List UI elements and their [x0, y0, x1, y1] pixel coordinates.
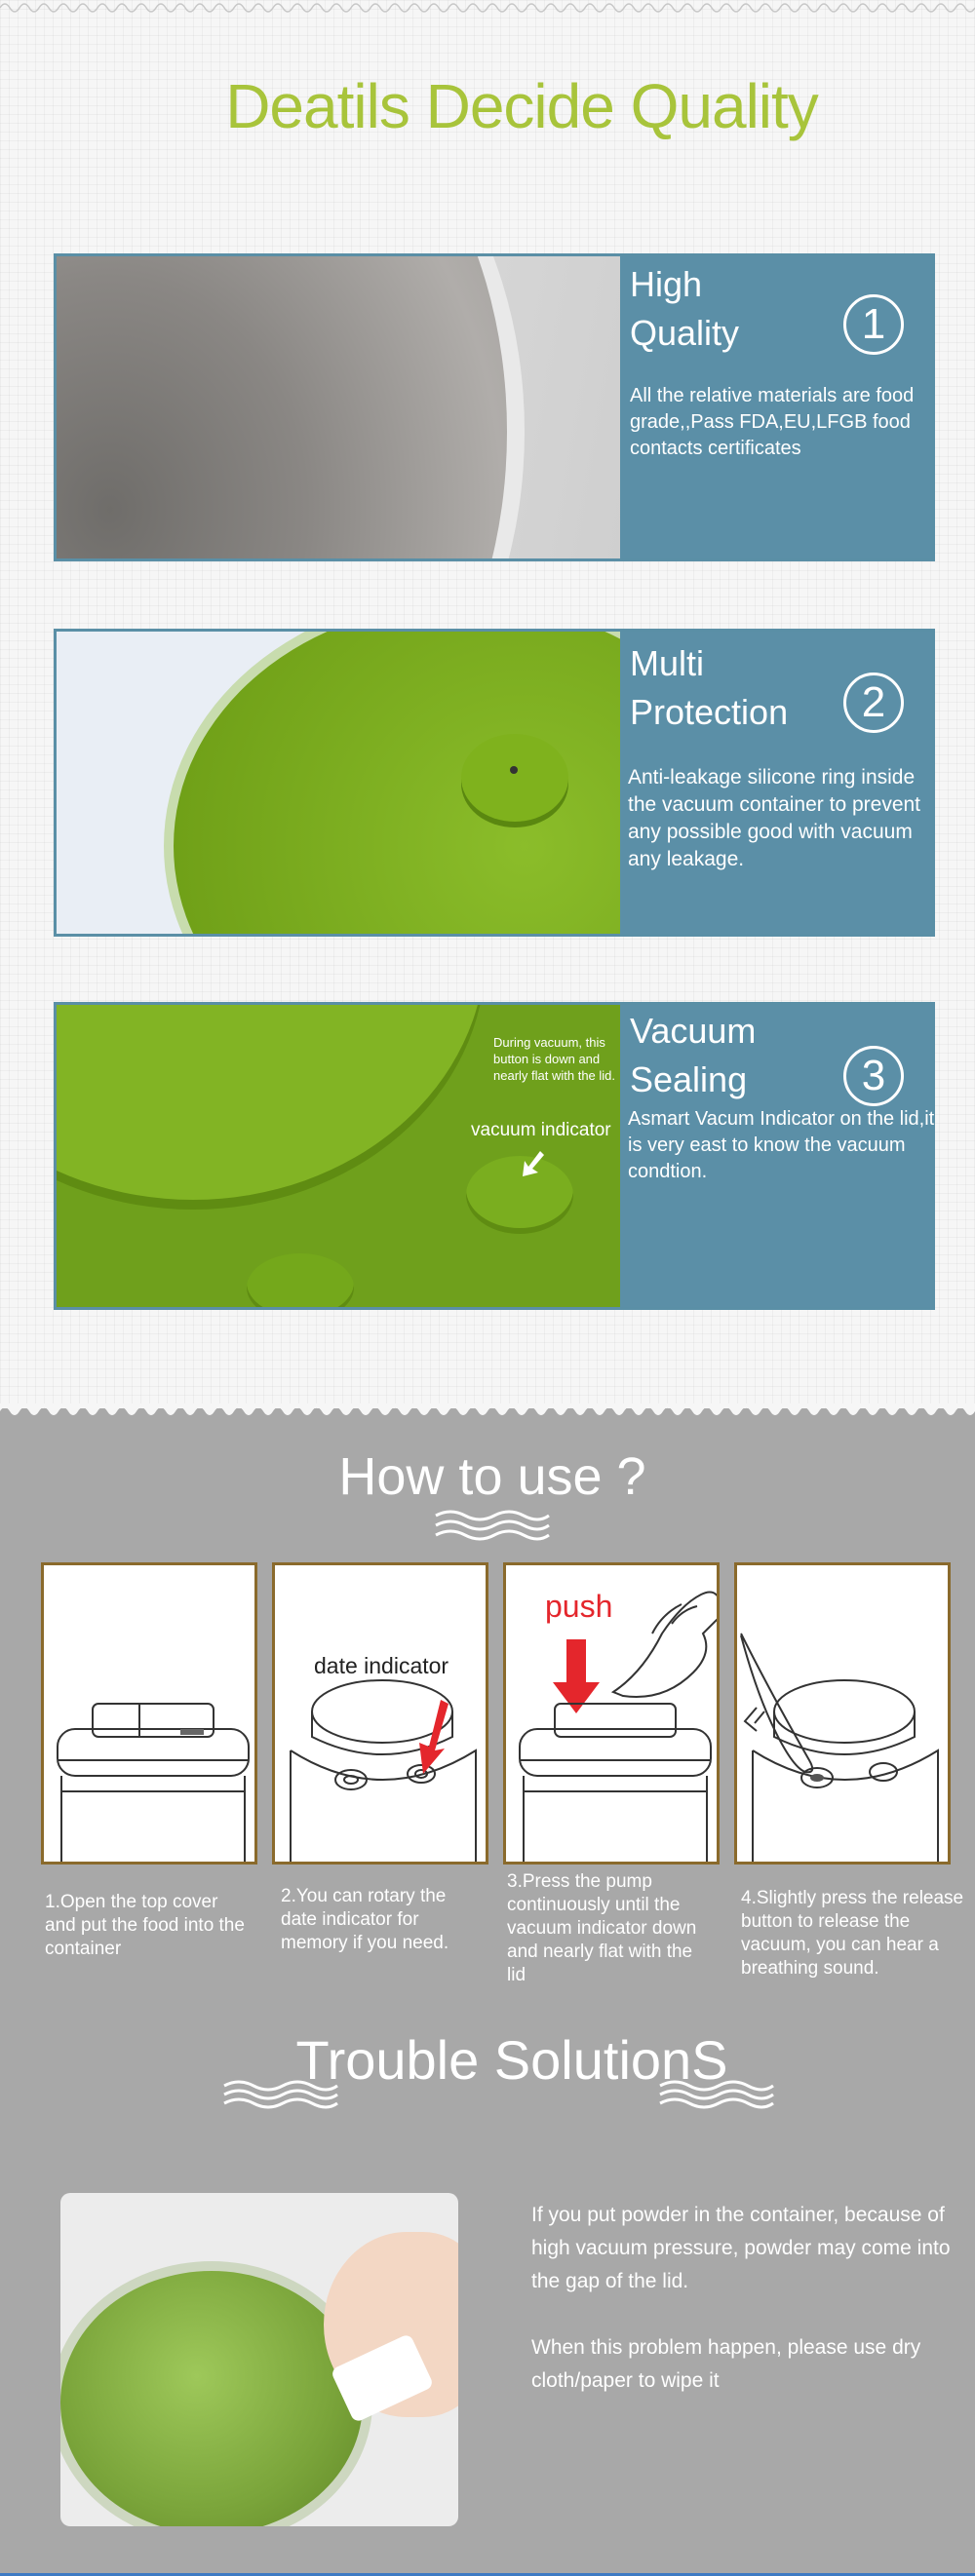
number-badge: 3 [843, 1046, 904, 1106]
feature-title [630, 1007, 815, 1104]
trouble-solutions-title: Trouble SolutionS [295, 2029, 728, 2091]
number-badge: 2 [843, 673, 904, 733]
step-3-text: 3.Press the pump continuously until the vacuum indicator down and nearly flat with the lid [507, 1871, 697, 1985]
feature-panel [620, 1005, 935, 1307]
date-indicator-label: date indicator [314, 1653, 449, 1678]
feature-description: Asmart Vacum Indicator on the lid,it is very east to know the vacuum condtion. [628, 1108, 935, 1182]
steel-bowl-image [57, 256, 620, 558]
number-badge: 1 [843, 294, 904, 355]
how-to-use-title: How to use ? [338, 1447, 646, 1506]
feature-title-line2: Quality [630, 313, 740, 353]
wave-decoration-icon [658, 2078, 775, 2111]
step-4-text: 4.Slightly press the release button to release the vacuum, you can hear a breathing sound. [741, 1888, 964, 1979]
feature-title [630, 260, 815, 358]
section-wave-border [0, 1403, 975, 1421]
push-label: push [545, 1589, 613, 1624]
trouble-paragraph-2: When this problem happen, please use dry cloth/paper to wipe it [531, 2336, 921, 2392]
feature-card-vacuum-sealing [54, 1002, 935, 1310]
feature-title-line2: Sealing [630, 1059, 748, 1099]
feature-title [630, 639, 815, 737]
wave-decoration-icon [434, 1508, 551, 1543]
feature-title-line1: Vacuum [630, 1011, 757, 1051]
trouble-description [531, 2199, 960, 2398]
step-4-image [734, 1562, 951, 1865]
feature-panel [620, 632, 932, 934]
feature-card-high-quality [54, 253, 935, 561]
step-2-text: 2.You can rotary the date indicator for memory if you need. [281, 1886, 449, 1953]
step-1-text: 1.Open the top cover and put the food into the container [45, 1892, 245, 1959]
top-wave-border [0, 0, 975, 16]
step-2-image [272, 1562, 488, 1865]
page-title: Deatils Decide Quality [225, 71, 818, 141]
wave-decoration-icon [222, 2078, 339, 2111]
vacuum-indicator-image [57, 1005, 620, 1307]
image-note: During vacuum, this button is down and nearly flat with the lid. [493, 1035, 616, 1083]
feature-panel [620, 256, 932, 558]
wiping-container-image [60, 2193, 458, 2526]
feature-card-multi-protection [54, 629, 935, 937]
feature-description: Anti-leakage silicone ring inside the vacuum container to prevent any possible good with vacuum any leakage. [628, 766, 921, 870]
trouble-paragraph-1: If you put powder in the container, because of high vacuum pressure, powder may come into the gap of the lid. [531, 2204, 951, 2292]
green-container-image [57, 632, 620, 934]
feature-description: All the relative materials are food grade,,Pass FDA,EU,LFGB food contacts certificates [630, 385, 915, 459]
step-3-image [503, 1562, 720, 1865]
feature-title-line1: Multi [630, 643, 705, 683]
vacuum-indicator-label: vacuum indicator [471, 1120, 611, 1140]
feature-title-line2: Protection [630, 692, 789, 732]
feature-title-line1: High [630, 264, 703, 304]
step-1-image [41, 1562, 257, 1865]
arrow-icon [521, 1149, 546, 1178]
